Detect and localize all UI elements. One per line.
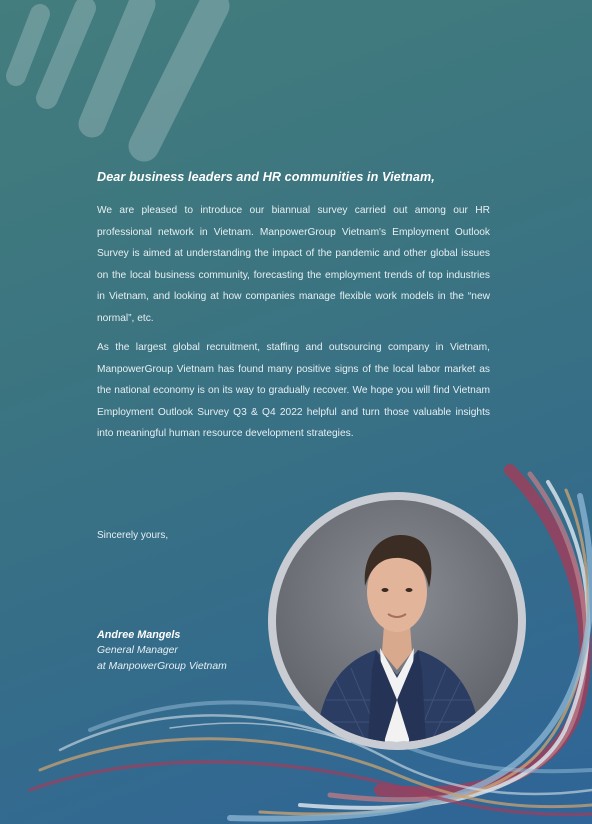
person-portrait-icon: [276, 500, 518, 742]
letter-paragraph: As the largest global recruitment, staffing and outsourcing company in Vietnam, ManpowerGroup Vietnam has found many positive signs of the local labor market as the national economy is on its way to gradually recover. We hope you will find Vietnam Employment Outlook Survey Q3 & Q4 2022 helpful and turn those valuable insights into meaningful human resource development strategies.: [97, 342, 490, 439]
signatory-title: General Manager: [97, 645, 178, 656]
letter-closing: Sincerely yours,: [97, 530, 169, 541]
signature-block: [97, 627, 227, 675]
letter-greeting: Dear business leaders and HR communities in Vietnam,: [97, 170, 435, 184]
signatory-company: at ManpowerGroup Vietnam: [97, 661, 227, 672]
letter-paragraph: We are pleased to introduce our biannual survey carried out among our HR professional network in Vietnam. ManpowerGroup Vietnam's Employment Outlook Survey is aimed at understanding the impact of the pandemic and other global issues on the local business community, forecasting the employment trends of top industries in Vietnam, and looking at how companies manage flexible work models in the “new normal”, etc.: [97, 205, 490, 324]
letter-body: [97, 200, 490, 453]
portrait-photo: [268, 492, 526, 750]
signatory-name: Andree Mangels: [97, 629, 181, 641]
